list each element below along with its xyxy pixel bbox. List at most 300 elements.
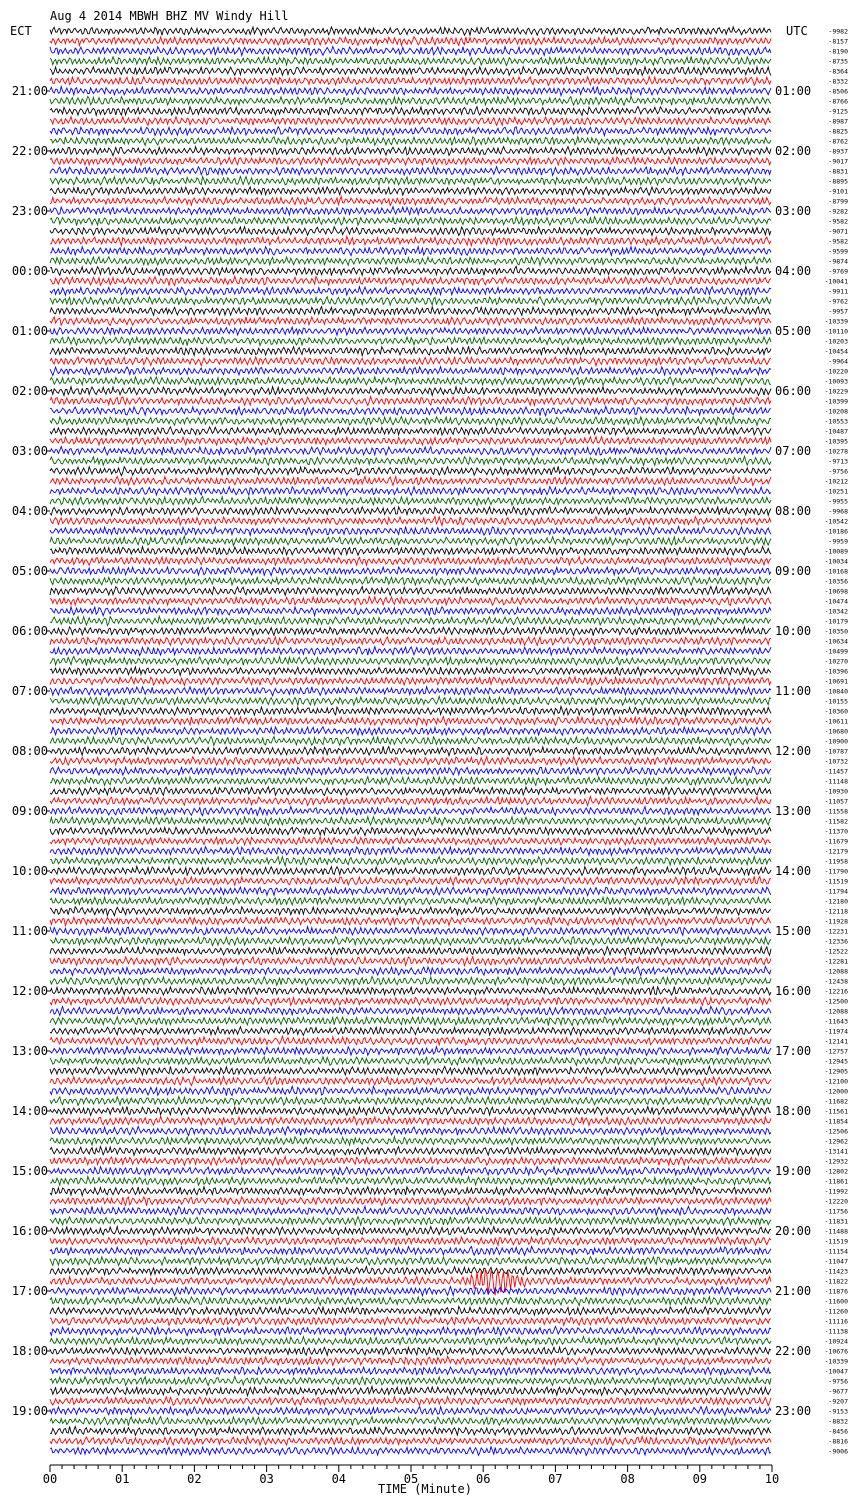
row-offset-label: -12118	[824, 907, 848, 916]
trace-row-49	[50, 517, 771, 526]
trace-row-38	[50, 406, 771, 415]
right-hour-label: 10:00	[775, 624, 812, 638]
row-offset-label: -9017	[828, 157, 848, 166]
row-offset-label: -10787	[824, 747, 848, 756]
row-offset-label: -12180	[824, 897, 848, 906]
right-hour-label: 02:00	[775, 144, 812, 158]
trace-row-72	[50, 746, 771, 755]
trace-row-67	[50, 696, 771, 705]
trace-row-36	[50, 387, 771, 396]
left-hour-label: 02:00	[11, 384, 48, 398]
right-hour-label: 16:00	[775, 984, 812, 998]
row-offset-label: -8937	[828, 147, 848, 156]
trace-row-26	[50, 287, 771, 296]
trace-row-32	[50, 346, 771, 355]
trace-row-84	[50, 866, 771, 875]
left-hour-label: 11:00	[11, 924, 48, 938]
right-hour-label: 06:00	[775, 384, 812, 398]
trace-row-89	[50, 916, 771, 925]
row-offset-label: -11138	[824, 1327, 848, 1336]
trace-row-46	[50, 487, 771, 496]
trace-row-113	[50, 1157, 771, 1166]
trace-row-59	[50, 616, 771, 625]
right-hour-label: 20:00	[775, 1224, 812, 1238]
trace-row-35	[50, 377, 771, 385]
row-offset-label: -12141	[824, 1037, 848, 1046]
row-offset-label: -11992	[824, 1187, 848, 1196]
row-offset-label: -9153	[828, 1407, 848, 1416]
trace-row-33	[50, 357, 771, 366]
trace-row-66	[50, 687, 771, 696]
trace-row-118	[50, 1206, 771, 1215]
trace-row-107	[50, 1097, 771, 1106]
row-offset-label: -8987	[828, 117, 848, 126]
trace-row-34	[50, 367, 771, 376]
row-offset-label: -11756	[824, 1207, 848, 1216]
row-offset-label: -8190	[828, 47, 848, 56]
row-offset-label: -8456	[828, 1427, 848, 1436]
trace-row-75	[50, 777, 771, 786]
row-offset-label: -12231	[824, 927, 848, 936]
row-offset-label: -11854	[824, 1117, 848, 1126]
trace-row-122	[50, 1246, 771, 1255]
row-offset-label: -11116	[824, 1317, 848, 1326]
row-offset-label: -8766	[828, 97, 848, 106]
row-offset-label: -10208	[824, 407, 848, 416]
trace-row-116	[50, 1187, 771, 1196]
trace-row-77	[50, 797, 771, 806]
row-offset-label: -10634	[824, 637, 848, 646]
trace-row-1	[50, 37, 771, 46]
trace-row-15	[50, 177, 771, 186]
trace-row-50	[50, 526, 771, 535]
trace-row-16	[50, 187, 771, 195]
row-offset-label: -11822	[824, 1277, 848, 1286]
row-offset-label: -9006	[828, 1447, 848, 1456]
row-offset-label: -11582	[824, 817, 848, 826]
left-hour-label: 05:00	[11, 564, 48, 578]
row-offset-label: -12932	[824, 1157, 848, 1166]
trace-row-134	[50, 1367, 771, 1375]
row-offset-label: -12905	[824, 1067, 848, 1076]
row-offset-label: -11600	[824, 1297, 848, 1306]
trace-row-90	[50, 927, 771, 936]
row-offset-label: -10698	[824, 587, 848, 596]
row-offset-label: -9982	[828, 27, 848, 36]
row-offset-label: -11519	[824, 877, 848, 886]
trace-row-18	[50, 207, 771, 216]
row-offset-label: -11958	[824, 857, 848, 866]
x-tick-label: 03	[259, 1472, 274, 1486]
trace-row-48	[50, 507, 771, 516]
row-offset-label: -10542	[824, 517, 848, 526]
row-offset-label: -8816	[828, 1437, 848, 1446]
trace-row-83	[50, 857, 771, 866]
row-offset-label: -10360	[824, 707, 848, 716]
trace-row-123	[50, 1257, 771, 1266]
trace-row-51	[50, 536, 771, 545]
trace-row-23	[50, 257, 771, 266]
trace-row-7	[50, 96, 771, 105]
left-hour-label: 23:00	[11, 204, 48, 218]
row-offset-label: -10691	[824, 677, 848, 686]
trace-row-12	[50, 147, 771, 156]
right-hour-label: 05:00	[775, 324, 812, 338]
row-offset-label: -11561	[824, 1107, 848, 1116]
x-tick-label: 07	[548, 1472, 563, 1486]
right-hour-label: 03:00	[775, 204, 812, 218]
traces-group	[50, 27, 771, 1456]
row-offset-label: -11370	[824, 827, 848, 836]
row-offset-label: -11679	[824, 837, 848, 846]
row-offset-label: -9874	[828, 257, 848, 266]
left-hour-label: 08:00	[11, 744, 48, 758]
row-offset-label: -10229	[824, 387, 848, 396]
row-offset-label: -10356	[824, 577, 848, 586]
x-tick-label: 00	[42, 1472, 58, 1486]
left-hour-label: 18:00	[11, 1344, 48, 1358]
row-offset-label: -12802	[824, 1167, 848, 1176]
row-offset-label: -12100	[824, 1077, 848, 1086]
right-timezone-label: UTC	[786, 24, 808, 38]
row-offset-label: -8157	[828, 37, 848, 46]
trace-row-128	[50, 1306, 771, 1315]
trace-row-17	[50, 196, 771, 205]
row-offset-label: -10110	[824, 327, 848, 336]
row-offset-label: -9762	[828, 297, 848, 306]
row-offset-label: -8832	[828, 1417, 848, 1426]
right-hour-label: 04:00	[775, 264, 812, 278]
row-offset-label: -10270	[824, 657, 848, 666]
row-offset-label: -9959	[828, 537, 848, 546]
trace-row-97	[50, 997, 771, 1006]
trace-row-55	[50, 577, 771, 585]
right-hour-labels	[775, 84, 811, 1418]
row-offset-label: -12220	[824, 1197, 848, 1206]
row-offset-label: -9756	[828, 1377, 848, 1386]
trace-row-102	[50, 1047, 771, 1056]
row-offset-label: -13141	[824, 1147, 848, 1156]
trace-row-142	[50, 1447, 771, 1456]
left-hour-label: 14:00	[11, 1104, 48, 1118]
trace-row-76	[50, 787, 771, 796]
trace-row-129	[50, 1317, 771, 1326]
row-offset-label: -10900	[824, 737, 848, 746]
trace-row-39	[50, 417, 771, 426]
row-offset-label: -10930	[824, 787, 848, 796]
row-offset-label: -9125	[828, 107, 848, 116]
row-offset-label: -11457	[824, 767, 848, 776]
trace-row-73	[50, 757, 771, 766]
row-offset-label: -8799	[828, 197, 848, 206]
row-offset-label: -10168	[824, 567, 848, 576]
trace-row-27	[50, 297, 771, 305]
trace-row-53	[50, 557, 771, 566]
row-offset-label: -11643	[824, 1017, 848, 1026]
row-offset-label: -10278	[824, 447, 848, 456]
trace-row-133	[50, 1356, 771, 1365]
trace-row-20	[50, 227, 771, 236]
left-hour-label: 10:00	[11, 864, 48, 878]
right-hour-label: 21:00	[775, 1284, 812, 1298]
trace-row-130	[50, 1327, 771, 1336]
trace-row-74	[50, 767, 771, 775]
row-offset-label: -10611	[824, 717, 848, 726]
trace-row-103	[50, 1057, 771, 1066]
right-hour-label: 18:00	[775, 1104, 812, 1118]
row-offset-label: -9101	[828, 187, 848, 196]
row-offset-label: -11974	[824, 1027, 848, 1036]
row-offset-label: -8825	[828, 127, 848, 136]
row-offset-label: -8332	[828, 77, 848, 86]
row-offset-label: -8762	[828, 137, 848, 146]
trace-row-131	[50, 1337, 771, 1346]
trace-row-101	[50, 1036, 771, 1045]
trace-row-30	[50, 327, 771, 336]
row-offset-labels	[825, 28, 849, 1456]
row-offset-label: -10396	[824, 667, 848, 676]
trace-row-58	[50, 607, 771, 616]
row-offset-label: -10474	[824, 597, 848, 606]
row-offset-label: -11154	[824, 1247, 848, 1256]
left-hour-label: 12:00	[11, 984, 48, 998]
row-offset-label: -9968	[828, 507, 848, 516]
row-offset-label: -11794	[824, 887, 848, 896]
left-hour-label: 22:00	[11, 144, 48, 158]
row-offset-label: -10342	[824, 607, 848, 616]
trace-row-79	[50, 817, 771, 826]
row-offset-label: -11831	[824, 1217, 848, 1226]
right-hour-label: 13:00	[775, 804, 812, 818]
x-tick-label: 01	[114, 1472, 130, 1486]
row-offset-label: -8895	[828, 177, 848, 186]
trace-row-85	[50, 876, 771, 885]
row-offset-label: -11928	[824, 917, 848, 926]
right-hour-label: 15:00	[775, 924, 812, 938]
trace-row-121	[50, 1237, 771, 1245]
trace-row-127	[50, 1297, 771, 1306]
trace-row-140	[50, 1426, 771, 1435]
trace-row-0	[50, 27, 771, 36]
trace-row-138	[50, 1407, 771, 1416]
left-hour-label: 16:00	[11, 1224, 48, 1238]
x-tick-label: 08	[620, 1472, 635, 1486]
trace-row-95	[50, 977, 771, 986]
row-offset-label: -10924	[824, 1337, 848, 1346]
trace-row-3	[50, 57, 771, 66]
trace-row-81	[50, 837, 771, 845]
trace-row-11	[50, 137, 771, 146]
right-hour-label: 11:00	[775, 684, 812, 698]
left-timezone-label: ECT	[10, 24, 32, 38]
row-offset-label: -11423	[824, 1267, 848, 1276]
trace-row-92	[50, 947, 771, 956]
trace-row-115	[50, 1176, 771, 1185]
row-offset-label: -12088	[824, 1007, 848, 1016]
row-offset-label: -10487	[824, 427, 848, 436]
row-offset-label: -12500	[824, 997, 848, 1006]
trace-row-104	[50, 1066, 771, 1075]
row-offset-label: -10212	[824, 477, 848, 486]
row-offset-label: -8735	[828, 57, 848, 66]
trace-row-70	[50, 727, 771, 735]
row-offset-label: -10339	[824, 317, 848, 326]
row-offset-label: -11558	[824, 807, 848, 816]
row-offset-label: -10093	[824, 377, 848, 386]
trace-row-94	[50, 967, 771, 976]
row-offset-label: -9582	[828, 237, 848, 246]
row-offset-label: -12216	[824, 987, 848, 996]
trace-row-120	[50, 1227, 771, 1236]
row-offset-label: -12962	[824, 1137, 848, 1146]
row-offset-label: -11519	[824, 1237, 848, 1246]
row-offset-label: -10186	[824, 527, 848, 536]
x-tick-label: 10	[764, 1472, 780, 1486]
row-offset-label: -11047	[824, 1257, 848, 1266]
row-offset-label: -9713	[828, 457, 848, 466]
trace-row-96	[50, 987, 771, 995]
trace-row-132	[50, 1347, 771, 1355]
trace-row-109	[50, 1116, 771, 1125]
trace-row-31	[50, 337, 771, 346]
left-hour-label: 19:00	[11, 1404, 48, 1418]
row-offset-label: -12506	[824, 1127, 848, 1136]
row-offset-label: -9282	[828, 207, 848, 216]
trace-row-114	[50, 1167, 771, 1176]
trace-row-99	[50, 1017, 771, 1026]
trace-row-56	[50, 587, 771, 596]
trace-row-80	[50, 827, 771, 836]
row-offset-label: -10034	[824, 557, 848, 566]
trace-row-24	[50, 266, 771, 275]
trace-row-64	[50, 667, 771, 676]
trace-row-105	[50, 1076, 771, 1085]
trace-row-61	[50, 637, 771, 646]
row-offset-label: -10553	[824, 417, 848, 426]
row-offset-label: -12281	[824, 957, 848, 966]
left-hour-label: 09:00	[11, 804, 48, 818]
trace-row-119	[50, 1217, 771, 1225]
right-hour-label: 23:00	[775, 1404, 812, 1418]
left-hour-label: 01:00	[11, 324, 48, 338]
row-offset-label: -12438	[824, 977, 848, 986]
row-offset-label: -10399	[824, 397, 848, 406]
row-offset-label: -9677	[828, 1387, 848, 1396]
left-hour-label: 13:00	[11, 1044, 48, 1058]
row-offset-label: -10395	[824, 437, 848, 446]
x-tick-label: 09	[692, 1472, 708, 1486]
trace-row-6	[50, 87, 771, 96]
row-offset-label: -10220	[824, 367, 848, 376]
trace-row-65	[50, 677, 771, 686]
right-hour-label: 07:00	[775, 444, 812, 458]
right-hour-label: 09:00	[775, 564, 812, 578]
right-hour-label: 12:00	[775, 744, 812, 758]
trace-row-37	[50, 397, 771, 406]
row-offset-label: -10499	[824, 647, 848, 656]
trace-row-135	[50, 1376, 771, 1385]
row-offset-label: -12945	[824, 1057, 848, 1066]
trace-row-10	[50, 127, 771, 136]
trace-row-13	[50, 157, 771, 166]
row-offset-label: -10840	[824, 687, 848, 696]
trace-row-71	[50, 737, 771, 746]
trace-row-141	[50, 1437, 771, 1446]
trace-row-98	[50, 1006, 771, 1015]
row-offset-label: -8506	[828, 87, 848, 96]
left-hour-label: 06:00	[11, 624, 48, 638]
trace-row-63	[50, 657, 771, 666]
left-hour-label: 15:00	[11, 1164, 48, 1178]
trace-row-52	[50, 547, 771, 556]
trace-row-47	[50, 497, 771, 506]
trace-row-29	[50, 317, 771, 326]
row-offset-label: -12757	[824, 1047, 848, 1056]
trace-row-5	[50, 77, 771, 86]
trace-row-21	[50, 236, 771, 245]
left-hour-labels	[12, 84, 50, 1418]
row-offset-label: -11488	[824, 1227, 848, 1236]
row-offset-label: -11260	[824, 1307, 848, 1316]
right-hour-label: 14:00	[775, 864, 812, 878]
trace-row-42	[50, 447, 771, 456]
trace-row-14	[50, 167, 771, 176]
x-tick-label: 06	[475, 1472, 491, 1486]
row-offset-label: -9756	[828, 467, 848, 476]
row-offset-label: -11682	[824, 1097, 848, 1106]
row-offset-label: -12336	[824, 937, 848, 946]
trace-row-4	[50, 67, 771, 76]
right-hour-label: 17:00	[775, 1044, 812, 1058]
row-offset-label: -10732	[824, 757, 848, 766]
row-offset-label: -10047	[824, 1367, 848, 1376]
trace-row-137	[50, 1397, 771, 1406]
trace-row-8	[50, 107, 771, 116]
trace-row-78	[50, 807, 771, 816]
trace-row-124	[50, 1267, 771, 1276]
trace-row-86	[50, 887, 771, 895]
x-axis-label: TIME (Minute)	[378, 1482, 472, 1496]
trace-row-110	[50, 1127, 771, 1136]
trace-row-57	[50, 597, 771, 606]
trace-row-54	[50, 567, 771, 576]
trace-row-69	[50, 717, 771, 726]
trace-row-93	[50, 957, 771, 966]
row-offset-label: -8364	[828, 67, 848, 76]
trace-row-117	[50, 1197, 771, 1206]
trace-row-41	[50, 437, 771, 445]
row-offset-label: -10155	[824, 697, 848, 706]
row-offset-label: -9769	[828, 267, 848, 276]
row-offset-label: -9599	[828, 247, 848, 256]
row-offset-label: -11057	[824, 797, 848, 806]
row-offset-label: -10680	[824, 727, 848, 736]
row-offset-label: -10339	[824, 1357, 848, 1366]
row-offset-label: -11790	[824, 867, 848, 876]
row-offset-label: -9964	[828, 357, 848, 366]
trace-row-45	[50, 476, 771, 485]
row-offset-label: -10350	[824, 627, 848, 636]
x-tick-label: 05	[403, 1472, 419, 1486]
trace-row-108	[50, 1107, 771, 1116]
trace-row-25	[50, 276, 771, 285]
trace-row-82	[50, 847, 771, 856]
row-offset-label: -11148	[824, 777, 848, 786]
row-offset-label: -9071	[828, 227, 848, 236]
row-offset-label: -10676	[824, 1347, 848, 1356]
row-offset-label: -11876	[824, 1287, 848, 1296]
trace-row-88	[50, 907, 771, 916]
